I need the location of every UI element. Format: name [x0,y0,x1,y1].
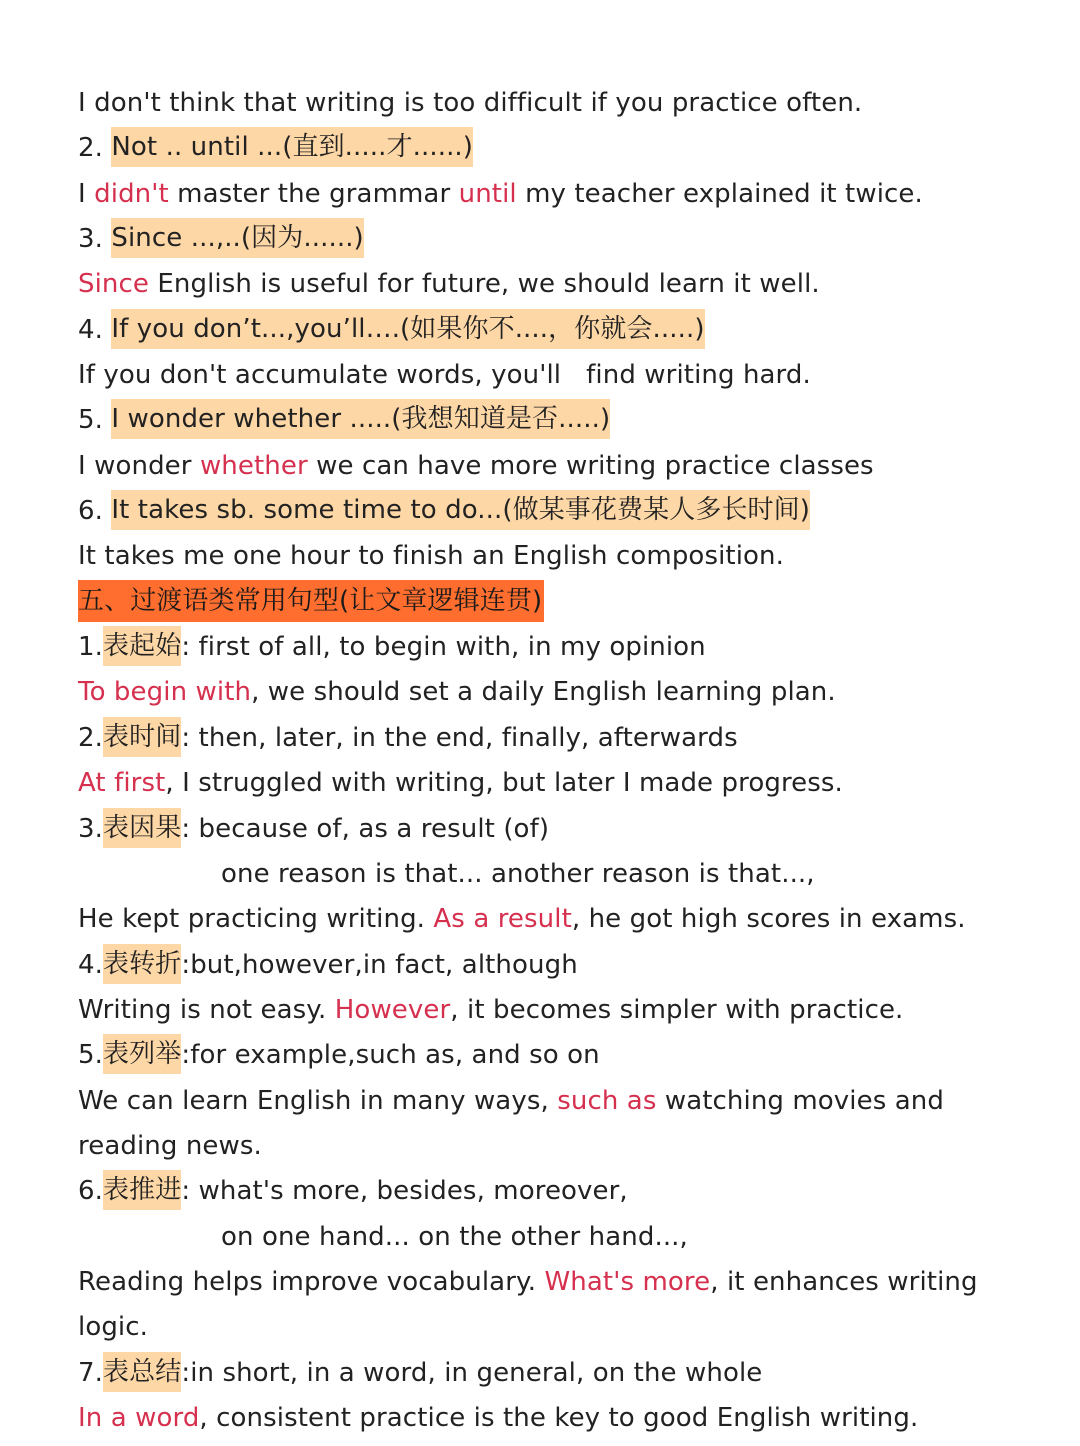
pattern-highlight: If you don’t...,you’ll….(如果你不....，你就会.....) [111,309,704,349]
example-sentence-continuation [78,1124,1038,1169]
category-number: 6. [78,1176,104,1207]
sentence-text: we can have more writing practice classes [307,450,874,481]
sentence-text: logic. [78,1312,149,1343]
category-phrases: : what's more, besides, moreover, [181,1176,628,1207]
example-sentence [78,670,1038,715]
example-sentence [78,444,1038,489]
sentence-text: watching movies and [656,1085,944,1116]
pattern-heading [78,217,1038,262]
category-highlight: 表总结 [103,1352,181,1392]
section-title: 五、过渡语类常用句型(让文章逻辑连贯) [78,580,544,622]
document-body [78,81,1038,1441]
keyword: At first [78,768,166,799]
category-line [78,716,1038,761]
keyword: In a word [78,1402,200,1433]
pattern-number: 2. [78,133,112,164]
pattern-highlight: Not .. until ...(直到.....才......) [111,127,473,167]
pattern-highlight: It takes sb. some time to do...(做某事花费某人多长时间) [111,490,810,530]
pattern-number: 4. [78,314,112,345]
category-phrases: :but,however,in fact, although [181,949,578,980]
sentence-text: , I struggled with writing, but later I made progress. [165,768,843,799]
example-sentence [78,1079,1038,1124]
pattern-heading [78,398,1038,443]
example-sentence [78,988,1038,1033]
sentence-text: Writing is not easy. [78,994,335,1025]
category-highlight: 表推进 [103,1170,181,1210]
category-phrases: : because of, as a result (of) [181,813,550,844]
keyword: until [458,178,517,209]
category-line [78,1169,1038,1214]
category-phrases: : then, later, in the end, finally, afterwards [181,722,738,753]
category-line [78,625,1038,670]
category-highlight: 表因果 [103,808,181,848]
example-sentence-continuation [78,1305,1038,1350]
sentence-text: I [78,178,95,209]
pattern-number: 5. [78,405,112,436]
category-number: 7. [78,1357,104,1388]
category-number: 3. [78,813,104,844]
category-phrases: one reason is that... another reason is that..., [221,858,815,889]
sentence-text: , consistent practice is the key to good English writing. [199,1402,919,1433]
example-sentence [78,1396,1038,1441]
category-line [78,807,1038,852]
category-phrases: : first of all, to begin with, in my opinion [181,632,706,663]
category-number: 1. [78,632,104,663]
sentence-text: reading news. [78,1130,262,1161]
sentence-text: We can learn English in many ways, [78,1085,558,1116]
pattern-heading [78,126,1038,171]
category-phrases: on one hand... on the other hand..., [221,1221,688,1252]
category-line [78,943,1038,988]
sentence-text: English is useful for future, we should learn it well. [149,269,820,300]
pattern-heading [78,308,1038,353]
example-sentence [78,353,1038,398]
category-highlight: 表起始 [103,626,181,666]
keyword: such as [557,1085,657,1116]
keyword: As a result [433,904,572,935]
category-line [78,1033,1038,1078]
keyword: whether [199,450,308,481]
category-number: 4. [78,949,104,980]
pattern-highlight: Since ...,..(因为......) [111,218,363,258]
pattern-number: 6. [78,496,112,527]
sentence-text: It takes me one hour to finish an English composition. [78,541,784,572]
sentence-text: , we should set a daily English learning plan. [251,677,836,708]
example-sentence [78,761,1038,806]
sentence-text: I wonder [78,450,200,481]
sentence-text: Reading helps improve vocabulary. [78,1266,545,1297]
example-sentence [78,81,1038,126]
pattern-number: 3. [78,224,112,255]
category-highlight: 表转折 [103,944,181,984]
sentence-text: I don't think that writing is too difficult if you practice often. [78,88,863,118]
keyword: Since [78,269,149,300]
keyword: What's more [544,1266,711,1297]
category-line [78,1351,1038,1396]
category-number: 2. [78,722,104,753]
pattern-highlight: I wonder whether .....(我想知道是否.....) [111,399,610,439]
category-number: 5. [78,1040,104,1071]
example-sentence [78,534,1038,579]
category-continuation [78,852,1038,897]
category-highlight: 表列举 [103,1034,181,1074]
pattern-heading [78,489,1038,534]
example-sentence [78,897,1038,942]
sentence-text: , he got high scores in exams. [571,904,966,935]
example-sentence [78,172,1038,217]
sentence-text: He kept practicing writing. [78,904,434,935]
keyword: didn't [94,178,169,209]
category-phrases: :in short, in a word, in general, on the whole [181,1357,763,1388]
keyword: However [334,994,451,1025]
sentence-text: , it becomes simpler with practice. [450,994,904,1025]
category-continuation [78,1215,1038,1260]
sentence-text: master the grammar [168,178,459,209]
example-sentence [78,1260,1038,1305]
section-heading [78,580,1038,625]
sentence-text: my teacher explained it twice. [516,178,923,209]
keyword: To begin with [78,677,252,708]
category-phrases: :for example,such as, and so on [181,1040,600,1071]
category-highlight: 表时间 [103,717,181,757]
sentence-text: , it enhances writing [710,1266,978,1297]
sentence-text: If you don't accumulate words, you'll find writing hard. [78,360,811,391]
example-sentence [78,262,1038,307]
